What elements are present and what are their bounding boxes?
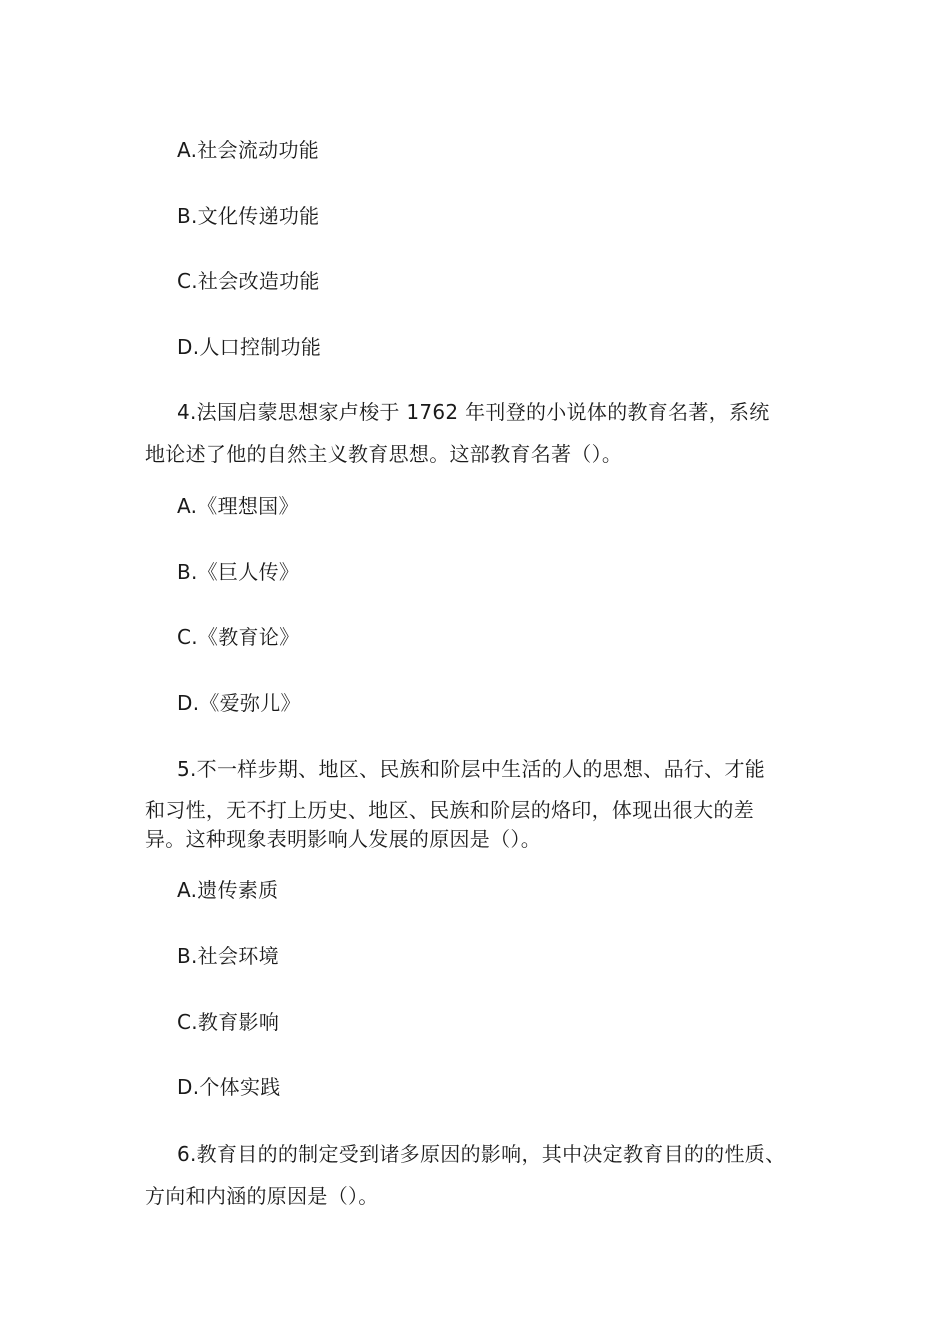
q5-option-d: D.个体实践 xyxy=(177,1075,281,1099)
q5-option-b: B.社会环境 xyxy=(177,944,279,968)
q3-option-b: B.文化传递功能 xyxy=(177,204,320,228)
q3-option-d: D.人口控制功能 xyxy=(177,335,322,359)
q6-stem-line-2: 方向和内涵的原因是（）。 xyxy=(145,1184,379,1208)
q3-option-a: A.社会流动功能 xyxy=(177,138,320,162)
q4-option-d: D.《爱弥儿》 xyxy=(177,691,301,715)
q4-stem-line-1: 4.法国启蒙思想家卢梭于 1762 年刊登的小说体的教育名著，系统 xyxy=(177,400,770,424)
q5-stem-line-2: 和习性，无不打上历史、地区、民族和阶层的烙印，体现出很大的差 xyxy=(145,798,754,822)
q6-stem-line-1: 6.教育目的的制定受到诸多原因的影响，其中决定教育目的的性质、 xyxy=(177,1142,786,1166)
q4-option-c: C.《教育论》 xyxy=(177,625,300,649)
q4-stem-line-2: 地论述了他的自然主义教育思想。这部教育名著（）。 xyxy=(145,442,623,466)
q5-stem-line-3: 异。这种现象表明影响人发展的原因是（）。 xyxy=(145,827,541,851)
q5-option-c: C.教育影响 xyxy=(177,1010,280,1034)
q3-option-c: C.社会改造功能 xyxy=(177,269,320,293)
q4-option-b: B.《巨人传》 xyxy=(177,560,300,584)
q5-stem-line-1: 5.不一样步期、地区、民族和阶层中生活的人的思想、品行、才能 xyxy=(177,757,766,781)
q4-option-a: A.《理想国》 xyxy=(177,494,299,518)
q5-option-a: A.遗传素质 xyxy=(177,878,279,902)
